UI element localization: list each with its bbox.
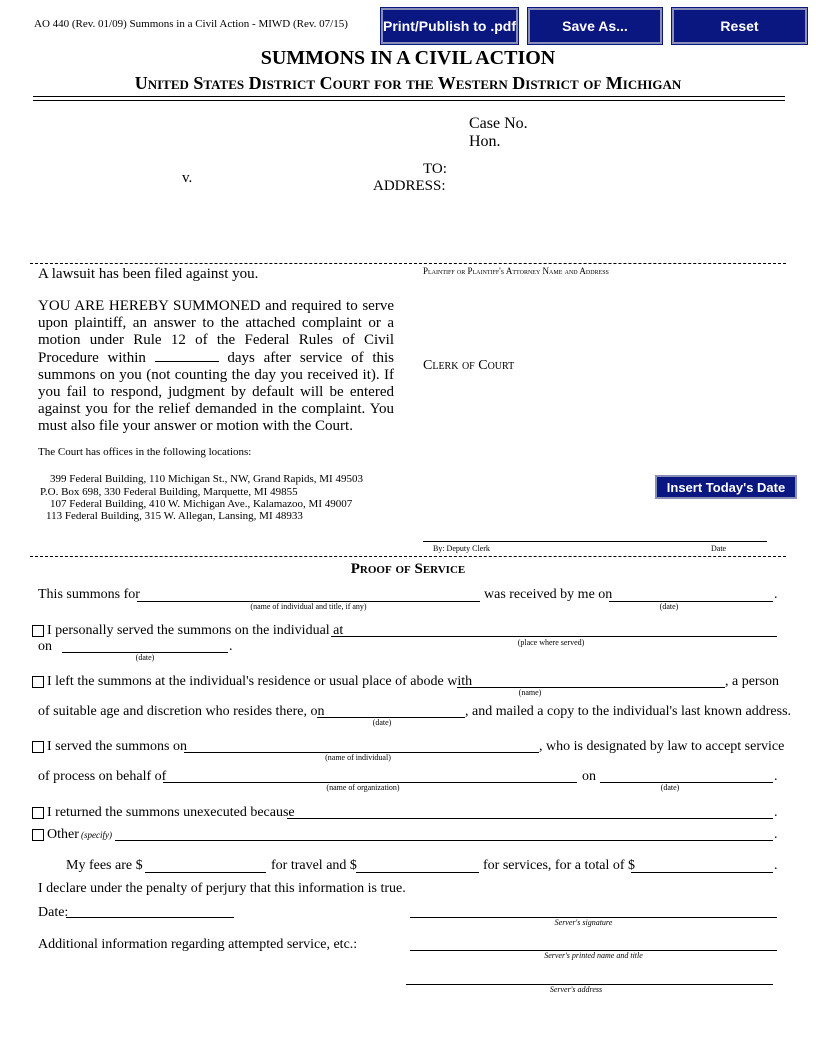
plaintiff-attorney-label: Plaintiff or Plaintiff's Attorney Name and Address	[423, 266, 609, 276]
served-date-caption: (date)	[135, 653, 155, 662]
other-checkbox[interactable]	[32, 829, 44, 841]
organization-date-caption: (date)	[660, 783, 680, 792]
residence-date-caption: (date)	[372, 718, 392, 727]
on-label: on	[38, 639, 52, 654]
other-label: Other	[47, 827, 79, 842]
other-field[interactable]	[115, 840, 773, 841]
unexecuted-reason-field[interactable]	[287, 818, 773, 819]
for-services-label: for services, for a total of $	[483, 858, 635, 873]
place-served-field[interactable]	[331, 636, 777, 637]
summons-text-a: YOU ARE HEREBY SUMMONED and required to serve upon plaintiff, an answer to the attached complaint or a motion under Rule 12 of the Federal Rules of Civil Procedure within	[38, 298, 394, 366]
on-label-2: on	[582, 769, 596, 784]
received-by-label: was received by me on	[484, 587, 613, 602]
date-caption: Date	[711, 544, 727, 553]
period-4: .	[774, 805, 778, 820]
title-rule	[33, 96, 785, 101]
summons-paragraph	[38, 298, 394, 435]
personally-served-checkbox[interactable]	[32, 625, 44, 637]
case-no-label: Case No.	[469, 115, 528, 132]
period-5: .	[774, 827, 778, 842]
server-address-caption: Server's address	[549, 985, 603, 994]
a-person-label: , a person	[725, 674, 780, 689]
offices-title: The Court has offices in the following locations:	[38, 446, 252, 458]
for-travel-label: for travel and $	[271, 858, 357, 873]
date-label: Date:	[38, 905, 69, 920]
organization-caption: (name of organization)	[326, 783, 400, 792]
hon-label: Hon.	[469, 133, 501, 150]
suitable-age-label: of suitable age and discretion who resides there, on	[38, 704, 325, 719]
office-marquette: P.O. Box 698, 330 Federal Building, Marquette, MI 49855	[40, 486, 298, 498]
travel-fee-field[interactable]	[145, 872, 266, 873]
of-process-label: of process on behalf of	[38, 769, 167, 784]
declaration-date-field[interactable]	[66, 917, 234, 918]
period-3: .	[774, 769, 778, 784]
mailed-copy-label: , and mailed a copy to the individual's last known address.	[465, 704, 792, 719]
save-as-button[interactable]: Save As...	[528, 8, 662, 44]
served-designated-checkbox[interactable]	[32, 741, 44, 753]
lawsuit-intro: A lawsuit has been filed against you.	[38, 266, 259, 282]
returned-unexecuted-checkbox[interactable]	[32, 807, 44, 819]
place-served-caption: (place where served)	[517, 638, 585, 647]
page-title: SUMMONS IN A CIVIL ACTION	[260, 47, 556, 69]
personally-served-label: I personally served the summons on the individual at	[47, 623, 344, 638]
divider-dashed-2	[30, 556, 786, 557]
office-kalamazoo: 107 Federal Building, 410 W. Michigan Ave., Kalamazoo, MI 49007	[50, 498, 353, 510]
resident-name-caption: (name)	[518, 688, 542, 697]
period-1: .	[774, 587, 778, 602]
versus-label: v.	[182, 170, 193, 186]
additional-info-label: Additional information regarding attempted service, etc.:	[38, 937, 358, 952]
services-fee-field[interactable]	[356, 872, 479, 873]
returned-unexecuted-label: I returned the summons unexecuted because	[47, 805, 295, 820]
clerk-of-court: Clerk of Court	[423, 358, 515, 373]
reset-button[interactable]: Reset	[672, 8, 807, 44]
office-lansing: 113 Federal Building, 315 W. Allegan, Lansing, MI 48933	[46, 510, 303, 522]
days-field[interactable]	[155, 349, 219, 362]
proof-title: Proof of Service	[350, 561, 466, 577]
summons-for-label: This summons for	[38, 587, 140, 602]
server-name-caption: Server's printed name and title	[544, 951, 643, 960]
deputy-clerk-caption: By: Deputy Clerk	[433, 544, 490, 553]
server-signature-caption: Server's signature	[554, 918, 613, 927]
total-fee-field[interactable]	[631, 872, 773, 873]
declaration-text: I declare under the penalty of perjury that this information is true.	[38, 881, 406, 896]
served-designated-label: I served the summons on	[47, 739, 187, 754]
left-at-residence-label: I left the summons at the individual's residence or usual place of abode with	[47, 674, 473, 689]
left-at-residence-checkbox[interactable]	[32, 676, 44, 688]
summons-text-b: days after service of this summons on you (not counting the day you received it). If you fail to respond, judgment by default will be entered against you for the relief demanded in the complaint. You must also file your answer or motion with the Court.	[38, 350, 394, 434]
deputy-clerk-line[interactable]	[423, 541, 767, 542]
name-title-caption: (name of individual and title, if any)	[250, 602, 367, 611]
court-name: United States District Court for the Western District of Michigan	[134, 73, 682, 93]
form-id: AO 440 (Rev. 01/09) Summons in a Civil Action - MIWD (Rev. 07/15)	[34, 18, 348, 30]
print-publish-button[interactable]: Print/Publish to .pdf	[381, 8, 518, 44]
office-grand-rapids: 399 Federal Building, 110 Michigan St., NW, Grand Rapids, MI 49503	[50, 473, 363, 485]
period-6: .	[774, 858, 778, 873]
received-date-caption: (date)	[659, 602, 679, 611]
address-label: ADDRESS:	[373, 178, 446, 194]
specify-label: (specify)	[81, 830, 112, 840]
individual-name-caption: (name of individual)	[325, 753, 391, 762]
designated-label: , who is designated by law to accept service	[539, 739, 785, 754]
fees-label: My fees are $	[66, 858, 143, 873]
period-2: .	[229, 639, 233, 654]
divider-dashed	[30, 263, 786, 264]
to-label: TO:	[423, 161, 447, 177]
insert-today-date-button[interactable]: Insert Today's Date	[655, 475, 797, 499]
